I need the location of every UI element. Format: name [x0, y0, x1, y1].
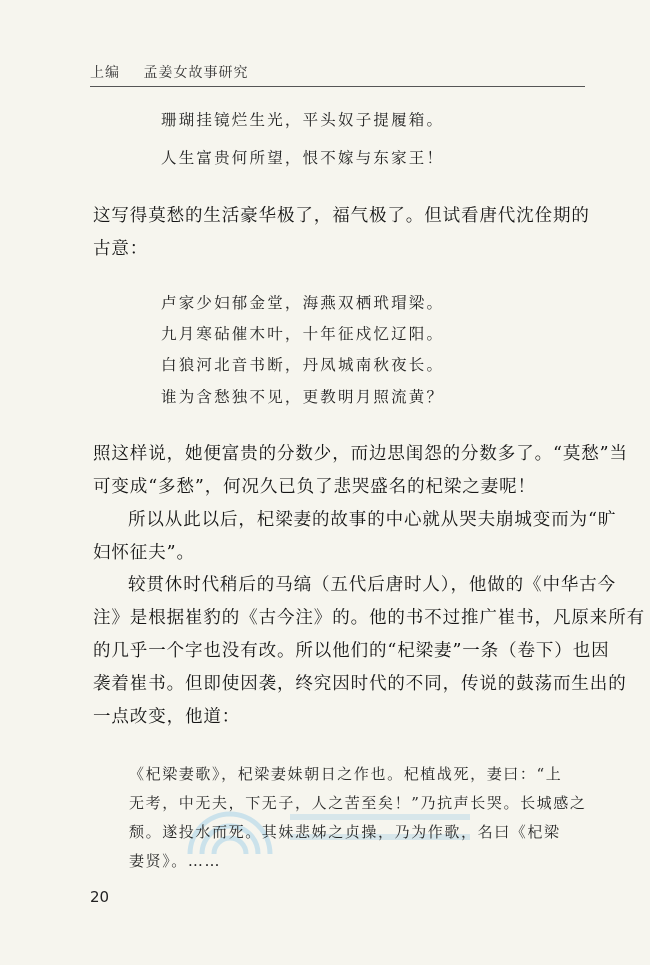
poem2-line: 卢家少妇郁金堂，海燕双栖玳瑁梁。	[161, 294, 445, 312]
poem2-line: 谁为含愁独不见，更教明月照流黄？	[161, 388, 445, 406]
paragraph-line: 可变成“多愁”，何况久已负了悲哭盛名的杞梁之妻呢！	[93, 477, 536, 497]
quote-line: 《杞梁妻歌》，杞梁妻妹朝日之作也。杞植战死，妻曰：“上	[129, 765, 563, 783]
poem2-line: 白狼河北音书断，丹凤城南秋夜长。	[161, 356, 445, 374]
page-number: 20	[90, 888, 110, 906]
paragraph-line: 一点改变，他道：	[93, 707, 241, 727]
poem2-line: 九月寒砧催木叶，十年征戍忆辽阳。	[161, 325, 445, 343]
header-part: 上编	[90, 65, 120, 81]
paragraph-line: 的几乎一个字也没有改。所以他们的“杞梁妻”一条（卷下）也因	[93, 641, 610, 661]
paragraph-line: 这写得莫愁的生活豪华极了，福气极了。但试看唐代沈佺期的	[93, 206, 590, 226]
quote-line: 无考，中无夫，下无子，人之苦至矣！”乃抗声长哭。长城感之	[129, 794, 587, 812]
paragraph-line: 照这样说，她便富贵的分数少，而边思闺怨的分数多了。“莫愁”当	[93, 444, 628, 464]
header-rule	[90, 86, 585, 87]
poem1-line: 珊瑚挂镜烂生光，平头奴子提履箱。	[161, 111, 445, 129]
paragraph-line: 妇怀征夫”。	[93, 543, 195, 563]
paragraph-line: 较贯休时代稍后的马缟（五代后唐时人），他做的《中华古今	[128, 575, 617, 595]
paragraph-line: 古意：	[93, 239, 149, 259]
poem1-line: 人生富贵何所望，恨不嫁与东家王！	[161, 149, 445, 167]
running-header	[90, 62, 585, 82]
quote-line: 妻贤》。……	[129, 852, 222, 870]
paragraph-line: 所以从此以后，杞梁妻的故事的中心就从哭夫崩城变而为“旷	[128, 510, 617, 530]
paragraph-line: 袭着崔书。但即使因袭，终究因时代的不同，传说的鼓荡而生出的	[93, 674, 627, 694]
header-title: 孟姜女故事研究	[143, 65, 249, 81]
quote-line: 颓。遂投水而死。其妹悲姊之贞操，乃为作歌，名曰《杞梁	[129, 823, 561, 841]
paragraph-line: 注》是根据崔豹的《古今注》的。他的书不过推广崔书，凡原来所有	[93, 608, 645, 628]
